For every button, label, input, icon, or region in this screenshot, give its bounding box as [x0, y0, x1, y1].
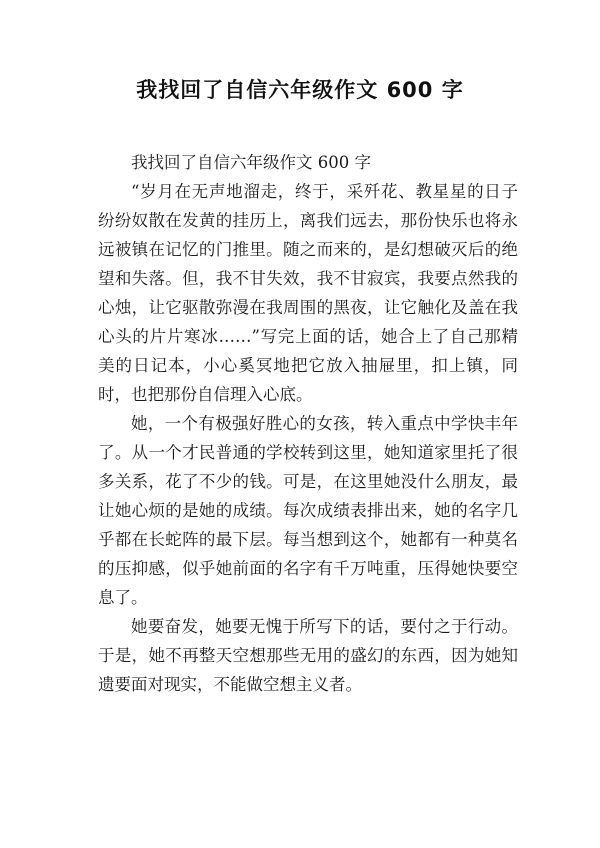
- document-body: [98, 148, 518, 699]
- paragraph-3: 她要奋发，她要无愧于所写下的话，要付之于行动。于是，她不再整天空想那些无用的盛幻的东西，因为她知遗要面对现实，不能做空想主义者。: [98, 617, 518, 694]
- paragraph-1: “岁月在无声地溜走，终于，采歼花、教星星的日子纷纷奴散在发黄的挂历上，离我们远去，那份快乐也将永远被镇在记忆的门推里。随之而来的，是幻想破灭后的绝望和失落。但，我不甘失效，我不甘寂宾，我要点然我的心烛，让它驱散弥漫在我周围的黑夜，让它触化及盖在我心头的片片寒冰……”写完上面的话，她合上了自己那精美的日记本，小心奚冥地把它放入抽屉里，扣上镇，同时，也把那份自信理入心底。: [98, 182, 518, 404]
- document-title: 我找回了自信六年级作文 600 字: [136, 78, 464, 102]
- paragraph-2: 她，一个有极强好胜心的女孩，转入重点中学快丰年了。从一个才民普通的学校转到这里，她知道家里托了很多关系，花了不少的钱。可是，在这里她没什么朋友，最让她心烦的是她的成绩。每次成绩表排出来，她的名字几乎都在长蛇阵的最下层。每当想到这个，她都有一种莫名的压抑感，似乎她前面的名字有千万吨重，压得她快要空息了。: [98, 414, 518, 607]
- document-subtitle: 我找回了自信六年级作文 600 字: [131, 153, 371, 172]
